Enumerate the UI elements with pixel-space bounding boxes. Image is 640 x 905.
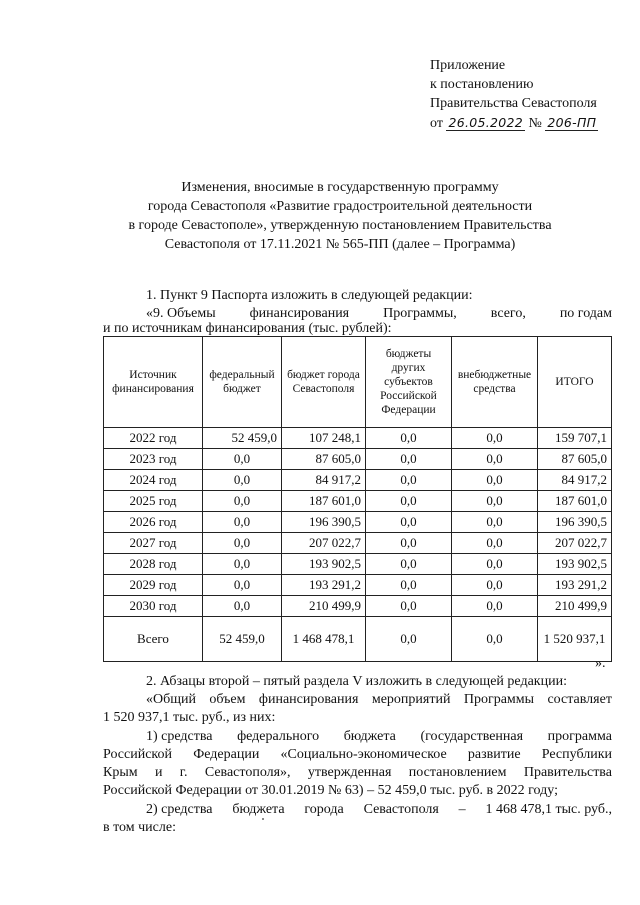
cell-other: 0,0 xyxy=(366,512,452,533)
item-word: федерального xyxy=(237,729,320,744)
cell-extra: 0,0 xyxy=(452,491,538,512)
table-row xyxy=(104,449,612,470)
appendix-line-date xyxy=(430,113,598,133)
cell-federal: 52 459,0 xyxy=(203,428,282,449)
cell-total: 193 902,5 xyxy=(538,554,612,575)
cell-extra: 0,0 xyxy=(452,470,538,491)
quote-word: «9. Объемы xyxy=(146,306,216,321)
item-word: (государственная xyxy=(420,729,524,744)
quote-word: «Общий xyxy=(146,692,196,707)
cell-city: 193 902,5 xyxy=(282,554,366,575)
section2-quote-line1 xyxy=(146,691,612,710)
cell-city: 210 499,9 xyxy=(282,596,366,617)
table-closing-quote: ». xyxy=(595,656,606,671)
quote-word: по годам xyxy=(559,306,612,321)
table-row xyxy=(104,428,612,449)
table-row xyxy=(104,533,612,554)
cell-total: 84 917,2 xyxy=(538,470,612,491)
header-extrabudget: внебюджетные средства xyxy=(452,337,538,428)
item-word: развитие xyxy=(467,747,521,762)
item2-line1 xyxy=(146,801,612,820)
cell-total: 207 022,7 xyxy=(538,533,612,554)
table-row xyxy=(104,554,612,575)
row-year: 2022 год xyxy=(104,428,203,449)
cell-federal: 0,0 xyxy=(203,554,282,575)
total-sum: 1 520 937,1 xyxy=(538,617,612,662)
quote-word: составляет xyxy=(547,692,612,707)
table-row xyxy=(104,575,612,596)
table-total-row xyxy=(104,617,612,662)
appendix-line-2: к постановлению xyxy=(430,77,534,92)
appendix-date: 26.05.2022 xyxy=(448,115,524,130)
header-source: Источник финансирования xyxy=(104,337,203,428)
cell-extra: 0,0 xyxy=(452,554,538,575)
cell-total: 193 291,2 xyxy=(538,575,612,596)
header-total: ИТОГО xyxy=(538,337,612,428)
cell-total: 187 601,0 xyxy=(538,491,612,512)
cell-federal: 0,0 xyxy=(203,533,282,554)
financing-table xyxy=(103,336,612,662)
item-word: бюджета xyxy=(343,729,396,744)
cell-extra: 0,0 xyxy=(452,428,538,449)
row-year: 2025 год xyxy=(104,491,203,512)
cell-federal: 0,0 xyxy=(203,449,282,470)
cell-extra: 0,0 xyxy=(452,596,538,617)
appendix-number-sign: № xyxy=(528,116,542,131)
cell-total: 196 390,5 xyxy=(538,512,612,533)
appendix-line-1: Приложение xyxy=(430,58,506,73)
item-word: Севастополя», xyxy=(204,765,291,780)
quote-word: Программы xyxy=(463,692,535,707)
item-word: г. xyxy=(179,765,188,780)
table-row xyxy=(104,512,612,533)
item1-line1 xyxy=(146,728,612,747)
title-line-1: Изменения, вносимые в государственную программу xyxy=(181,180,499,195)
cell-total: 210 499,9 xyxy=(538,596,612,617)
table-header-row xyxy=(104,337,612,428)
cell-other: 0,0 xyxy=(366,449,452,470)
title-line-3: в городе Севастополе», утвержденную постановлением Правительства xyxy=(128,218,552,233)
item2-line2: в том числе: xyxy=(103,820,176,835)
cell-federal: 0,0 xyxy=(203,512,282,533)
row-year: 2029 год xyxy=(104,575,203,596)
row-year: 2024 год xyxy=(104,470,203,491)
item-word: «Социально-экономическое xyxy=(280,747,447,762)
title-line-4: Севастополя от 17.11.2021 № 565-ПП (далее – Программа) xyxy=(164,237,516,252)
cell-federal: 0,0 xyxy=(203,596,282,617)
cell-extra: 0,0 xyxy=(452,575,538,596)
item-word: 1) средства xyxy=(146,729,213,744)
appendix-block xyxy=(430,56,598,133)
item-word: бюджета xyxy=(232,802,285,817)
cell-other: 0,0 xyxy=(366,428,452,449)
total-city: 1 468 478,1 xyxy=(282,617,366,662)
cell-other: 0,0 xyxy=(366,596,452,617)
section2-quote-line2: 1 520 937,1 тыс. руб., из них: xyxy=(103,710,276,725)
section1-quote-line2: и по источникам финансирования (тыс. рублей): xyxy=(103,321,392,336)
item-word: постановлением xyxy=(408,765,507,780)
item-word: Правительства xyxy=(523,765,612,780)
cell-federal: 0,0 xyxy=(203,575,282,596)
item-word: программа xyxy=(547,729,612,744)
cell-city: 187 601,0 xyxy=(282,491,366,512)
cell-city: 87 605,0 xyxy=(282,449,366,470)
cell-other: 0,0 xyxy=(366,533,452,554)
item-word: Федерации xyxy=(193,747,260,762)
quote-word: мероприятий xyxy=(371,692,451,707)
cell-extra: 0,0 xyxy=(452,512,538,533)
item1-line4: Российской Федерации от 30.01.2019 № 63) – 52 459,0 тыс. руб. в 2022 году; xyxy=(103,783,558,798)
total-label: Всего xyxy=(104,617,203,662)
row-year: 2027 год xyxy=(104,533,203,554)
cell-city: 207 022,7 xyxy=(282,533,366,554)
total-extra: 0,0 xyxy=(452,617,538,662)
item-word: и xyxy=(154,765,163,780)
title-line-2: города Севастополя «Развитие градостроительной деятельности xyxy=(147,199,533,214)
total-federal: 52 459,0 xyxy=(203,617,282,662)
item-word: Севастополя xyxy=(363,802,439,817)
cell-extra: 0,0 xyxy=(452,449,538,470)
cell-other: 0,0 xyxy=(366,470,452,491)
cell-other: 0,0 xyxy=(366,554,452,575)
item-word: 1 468 478,1 тыс. руб., xyxy=(485,802,612,817)
cell-city: 193 291,2 xyxy=(282,575,366,596)
item-word: Российской xyxy=(103,747,172,762)
item-word: – xyxy=(458,802,466,817)
item-word: 2) средства xyxy=(146,802,213,817)
appendix-line-3: Правительства Севастополя xyxy=(430,96,597,111)
cell-other: 0,0 xyxy=(366,491,452,512)
item-word: утвержденная xyxy=(307,765,392,780)
item-word: города xyxy=(304,802,344,817)
appendix-from: от xyxy=(430,116,443,131)
total-other: 0,0 xyxy=(366,617,452,662)
cell-federal: 0,0 xyxy=(203,470,282,491)
header-city: бюджет города Севастополя xyxy=(282,337,366,428)
row-year: 2026 год xyxy=(104,512,203,533)
quote-word: финансирования xyxy=(258,692,359,707)
appendix-number: 206-ПП xyxy=(547,115,597,130)
table-row xyxy=(104,596,612,617)
quote-word: объем xyxy=(209,692,246,707)
row-year: 2023 год xyxy=(104,449,203,470)
cell-city: 196 390,5 xyxy=(282,512,366,533)
quote-word: финансирования xyxy=(249,306,350,321)
quote-word: Программы, xyxy=(383,306,457,321)
cell-extra: 0,0 xyxy=(452,533,538,554)
item-word: Крым xyxy=(103,765,138,780)
section2-intro: 2. Абзацы второй – пятый раздела V изложить в следующей редакции: xyxy=(146,674,567,689)
cell-total: 159 707,1 xyxy=(538,428,612,449)
item1-line2 xyxy=(103,746,612,765)
cell-federal: 0,0 xyxy=(203,491,282,512)
row-year: 2030 год xyxy=(104,596,203,617)
cell-total: 87 605,0 xyxy=(538,449,612,470)
cell-city: 84 917,2 xyxy=(282,470,366,491)
cell-other: 0,0 xyxy=(366,575,452,596)
row-year: 2028 год xyxy=(104,554,203,575)
document-title xyxy=(70,178,610,254)
header-federal: федеральный бюджет xyxy=(203,337,282,428)
item1-line3 xyxy=(103,764,612,783)
section1-intro: 1. Пункт 9 Паспорта изложить в следующей редакции: xyxy=(146,288,473,303)
table-row xyxy=(104,491,612,512)
item-word: Республики xyxy=(541,747,612,762)
scan-speck xyxy=(262,818,264,820)
table-row xyxy=(104,470,612,491)
quote-word: всего, xyxy=(490,306,526,321)
cell-city: 107 248,1 xyxy=(282,428,366,449)
header-other-subjects: бюджеты других субъектов Российской Федерации xyxy=(366,337,452,428)
